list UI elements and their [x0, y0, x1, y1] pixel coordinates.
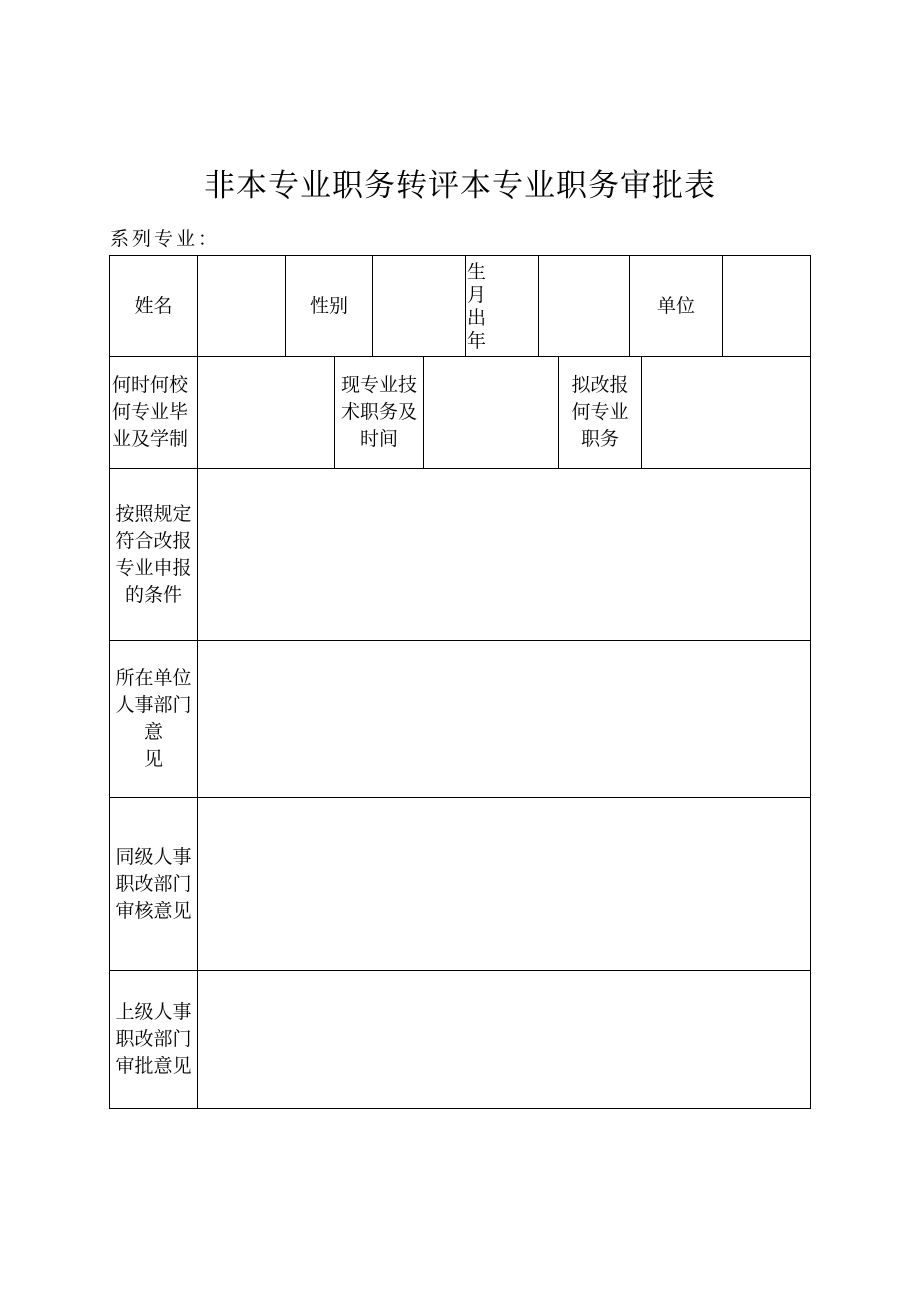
upper-level-approval-field[interactable]	[197, 970, 811, 1109]
same-level-review-label-cell	[109, 797, 198, 971]
name-field[interactable]	[197, 255, 286, 357]
graduation-field[interactable]	[197, 356, 335, 469]
form-title: 非本专业职务转评本专业职务审批表	[204, 168, 716, 204]
same-level-review-label: 同级人事 职改部门 审核意见	[115, 845, 192, 922]
birth-field[interactable]	[538, 255, 630, 357]
unit-hr-opinion-field[interactable]	[197, 640, 811, 798]
unit-hr-opinion-label: 所在单位 人事部门 意 见	[115, 667, 192, 770]
birth-label-cell	[465, 255, 539, 357]
unit-hr-opinion-label-cell	[109, 640, 198, 798]
target-title-label: 拟改报 何专业 职务	[571, 374, 629, 450]
conditions-label-cell	[109, 468, 198, 641]
series-major-label: 系列专业：	[110, 228, 221, 250]
unit-field[interactable]	[722, 255, 811, 357]
upper-level-approval-label-cell	[109, 970, 198, 1109]
name-label-cell	[109, 255, 198, 357]
conditions-field[interactable]	[197, 468, 811, 641]
current-title-label-cell	[334, 356, 424, 469]
unit-label-cell	[629, 255, 723, 357]
current-title-label: 现专业技 术职务及 时间	[340, 374, 417, 450]
gender-label: 性别	[309, 294, 348, 317]
conditions-label: 按照规定 符合改报 专业申报 的条件	[115, 502, 192, 606]
graduation-label-cell	[109, 356, 198, 469]
target-title-field[interactable]	[641, 356, 811, 469]
name-label: 姓名	[134, 294, 173, 317]
gender-label-cell	[285, 255, 373, 357]
upper-level-approval-label: 上级人事 职改部门 审批意见	[115, 1001, 192, 1077]
birth-label: 生 月 出 年	[467, 261, 487, 352]
gender-field[interactable]	[372, 255, 466, 357]
graduation-label: 何时何校 何专业毕 业及学制	[112, 374, 189, 450]
same-level-review-field[interactable]	[197, 797, 811, 971]
target-title-label-cell	[558, 356, 642, 469]
unit-label: 单位	[656, 294, 695, 317]
current-title-field[interactable]	[423, 356, 559, 469]
